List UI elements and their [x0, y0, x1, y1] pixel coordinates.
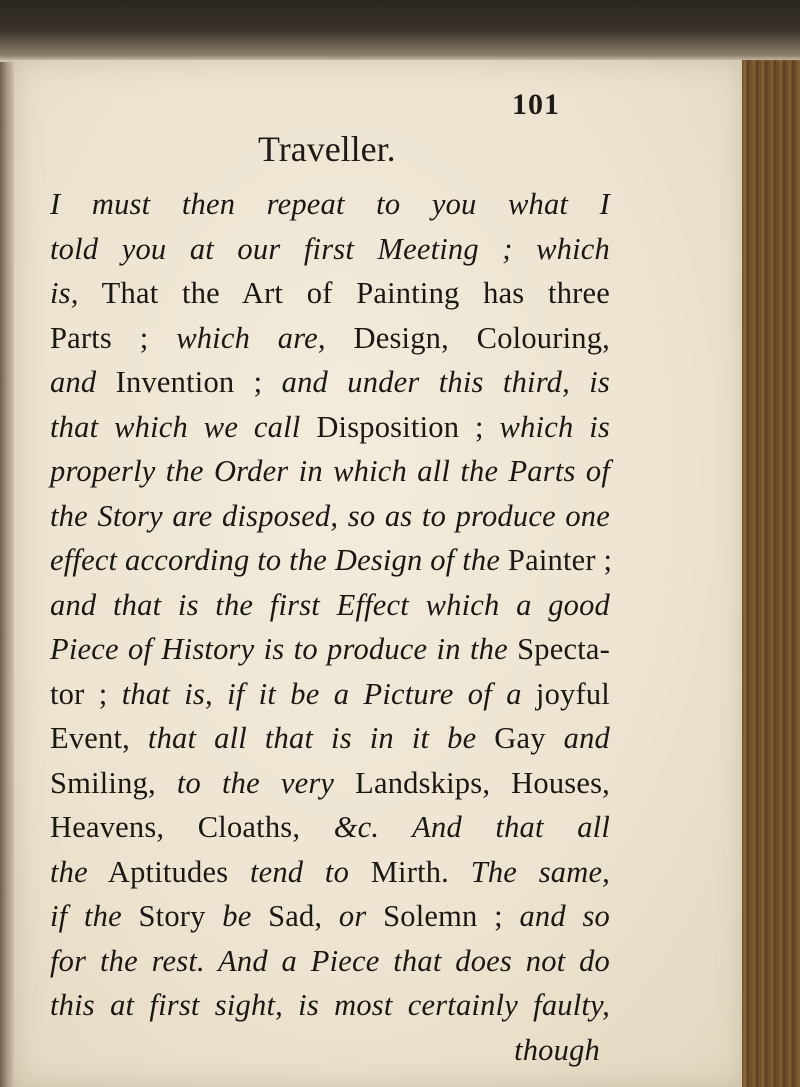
- italic-run: and under this third, is: [281, 365, 610, 399]
- text-line: [50, 583, 610, 628]
- roman-run: Disposition ;: [300, 409, 500, 444]
- book-binding-edge: [742, 60, 800, 1087]
- text-line: [50, 894, 610, 939]
- roman-run: joyful: [521, 676, 610, 711]
- roman-run: Painter ;: [500, 543, 613, 577]
- italic-run: that is, if it be a Picture of a: [121, 676, 522, 711]
- roman-run: Aptitudes: [87, 854, 250, 889]
- text-line: [50, 805, 610, 850]
- italic-run: &c. And that all: [333, 810, 611, 844]
- roman-run: tor ;: [50, 676, 122, 711]
- italic-run: and that is the first Effect which a good: [50, 587, 610, 622]
- catchword: though: [514, 1032, 600, 1067]
- italic-run: effect according to the Design of the: [50, 543, 501, 577]
- roman-run: Sad,: [251, 899, 339, 933]
- page-number: 101: [512, 88, 560, 121]
- italic-run: that which we call: [50, 409, 301, 444]
- roman-run: Specta-: [507, 632, 610, 666]
- text-line: [50, 538, 613, 583]
- text-line: [50, 360, 610, 405]
- text-line: [50, 850, 610, 895]
- italic-run: is,: [50, 276, 79, 310]
- roman-run: Mirth.: [349, 854, 471, 889]
- roman-run: Story: [121, 899, 223, 933]
- roman-run: Invention ;: [96, 365, 282, 399]
- italic-run: the Story are disposed, so as to produce one: [50, 498, 610, 533]
- text-line: [50, 672, 610, 717]
- roman-run: Gay: [476, 721, 564, 755]
- running-head: Traveller.: [258, 129, 396, 169]
- italic-run: Piece of History is to produce in the: [50, 632, 508, 666]
- italic-run: which are,: [176, 320, 326, 355]
- roman-run: Heavens, Cloaths,: [50, 810, 334, 844]
- roman-run: Event,: [50, 721, 148, 755]
- text-line: [50, 761, 610, 806]
- text-line: [50, 494, 610, 539]
- italic-run: tend to: [249, 854, 350, 889]
- italic-run: properly the Order in which all the Parts of: [50, 454, 610, 488]
- text-line: [50, 983, 610, 1028]
- italic-run: that all that is in it be: [147, 721, 477, 755]
- text-line: [50, 627, 610, 672]
- roman-run: Parts ;: [50, 320, 177, 355]
- italic-run: to the very: [176, 765, 335, 800]
- italic-run: and: [50, 365, 97, 399]
- text-line: [50, 182, 610, 227]
- roman-run: That the Art of Painting has three: [78, 276, 610, 310]
- text-line: [50, 227, 610, 272]
- text-line: [50, 716, 610, 761]
- italic-run: The same,: [470, 854, 611, 889]
- italic-run: which is: [499, 409, 610, 444]
- italic-run: if the: [50, 899, 122, 933]
- italic-run: I must then repeat to you what I: [50, 187, 610, 221]
- body-text: [50, 182, 613, 1072]
- roman-run: Design, Colouring,: [325, 320, 611, 355]
- roman-run: Landskips, Houses,: [334, 765, 610, 800]
- roman-run: Solemn ;: [366, 899, 520, 933]
- italic-run: be: [222, 899, 252, 933]
- roman-run: Smiling,: [50, 765, 177, 800]
- italic-run: or: [338, 899, 367, 933]
- italic-run: and so: [519, 899, 610, 933]
- italic-run: and: [563, 721, 610, 755]
- scan-top-shadow: [0, 0, 800, 62]
- text-line: [50, 271, 610, 316]
- text-line: [50, 939, 610, 984]
- text-line: [50, 405, 610, 450]
- italic-run: the: [50, 854, 88, 889]
- italic-run: for the rest. And a Piece that does not do: [50, 943, 610, 978]
- italic-run: told you at our first Meeting ; which: [50, 231, 610, 266]
- italic-run: this at first sight, is most certainly faulty,: [50, 988, 610, 1022]
- text-line: [50, 449, 610, 494]
- text-line: [50, 316, 610, 361]
